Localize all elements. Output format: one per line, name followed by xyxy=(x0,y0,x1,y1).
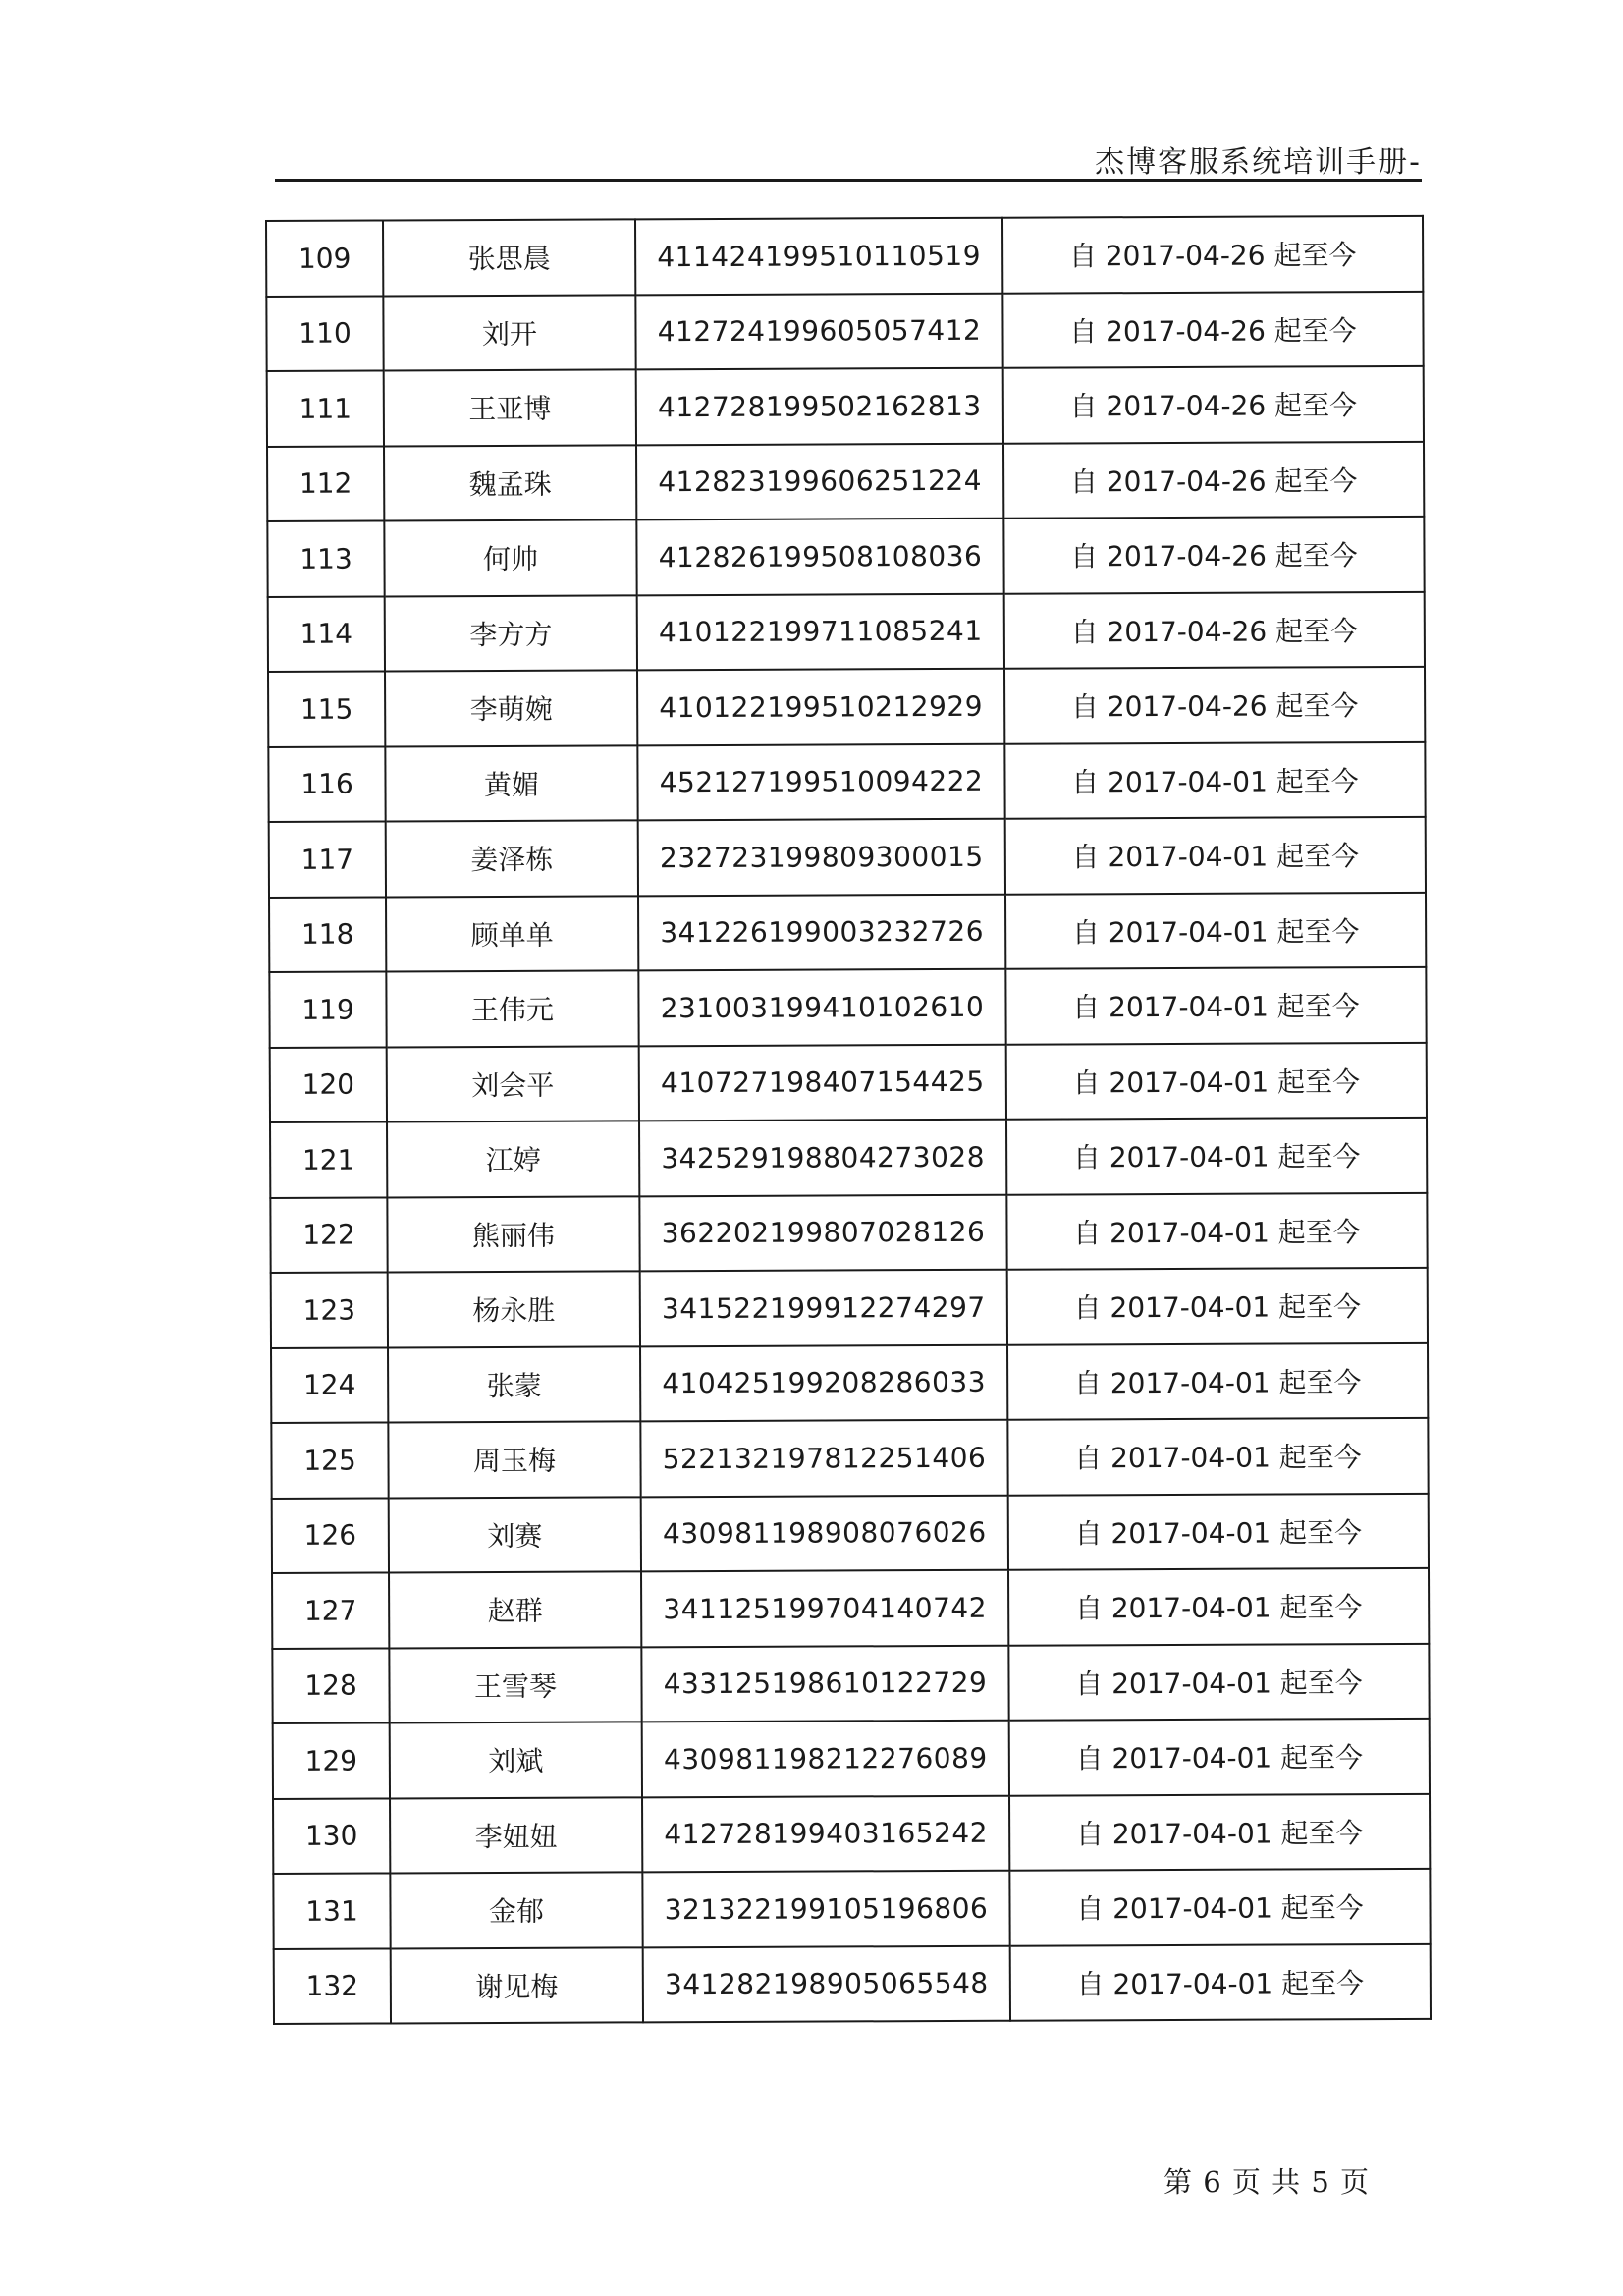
person-name-cell: 刘会平 xyxy=(387,1046,639,1122)
row-number-cell: 122 xyxy=(270,1197,387,1273)
id-number-cell: 412826199508108036 xyxy=(636,519,1003,595)
period-cell: 自 2017-04-01 起至今 xyxy=(1005,892,1426,968)
table-row xyxy=(271,1418,1428,1499)
person-name-cell: 魏孟珠 xyxy=(384,445,636,521)
id-number-cell: 341522199912274297 xyxy=(640,1270,1007,1346)
row-number-cell: 132 xyxy=(274,1948,391,2024)
document-header-title: 杰博客服系统培训手册- xyxy=(1095,145,1422,180)
row-number-cell: 124 xyxy=(271,1347,388,1423)
person-name-cell: 黄媚 xyxy=(385,745,637,822)
person-name-cell: 谢见梅 xyxy=(391,1947,643,2024)
id-number-cell: 341125199704140742 xyxy=(641,1570,1008,1647)
roster-table-body xyxy=(266,216,1431,2024)
person-name-cell: 刘开 xyxy=(383,295,635,371)
row-number-cell: 119 xyxy=(269,971,386,1047)
id-number-cell: 430981198908076026 xyxy=(641,1495,1008,1571)
id-number-cell: 412724199605057412 xyxy=(635,293,1002,369)
table-row xyxy=(273,1719,1430,1799)
row-number-cell: 110 xyxy=(266,296,383,371)
id-number-cell: 362202199807028126 xyxy=(639,1194,1006,1271)
table-row xyxy=(269,817,1426,898)
table-row xyxy=(271,1268,1428,1348)
id-number-cell: 342529198804273028 xyxy=(639,1120,1006,1196)
id-number-cell: 411424199510110519 xyxy=(635,218,1002,295)
table-row xyxy=(269,892,1426,972)
period-cell: 自 2017-04-01 起至今 xyxy=(1008,1493,1429,1569)
table-row xyxy=(270,1118,1427,1198)
row-number-cell: 131 xyxy=(273,1873,390,1948)
row-number-cell: 112 xyxy=(267,446,384,521)
period-cell: 自 2017-04-26 起至今 xyxy=(1002,291,1423,367)
person-name-cell: 江婷 xyxy=(387,1121,639,1197)
person-name-cell: 姜泽栋 xyxy=(386,820,638,897)
id-number-cell: 412823199606251224 xyxy=(636,443,1003,519)
row-number-cell: 126 xyxy=(272,1498,389,1573)
person-name-cell: 熊丽伟 xyxy=(387,1196,639,1273)
table-row xyxy=(268,591,1425,672)
period-cell: 自 2017-04-01 起至今 xyxy=(1006,1042,1427,1119)
table-row xyxy=(267,517,1424,597)
person-name-cell: 王伟元 xyxy=(386,970,638,1047)
person-name-cell: 张蒙 xyxy=(388,1346,640,1423)
row-number-cell: 116 xyxy=(268,746,385,822)
table-row xyxy=(268,667,1425,747)
row-number-cell: 129 xyxy=(273,1722,390,1798)
person-name-cell: 杨永胜 xyxy=(388,1271,640,1347)
row-number-cell: 115 xyxy=(268,671,385,746)
period-cell: 自 2017-04-26 起至今 xyxy=(1003,441,1424,518)
roster-table xyxy=(265,215,1432,2025)
table-row xyxy=(271,1342,1428,1423)
row-number-cell: 111 xyxy=(267,370,384,446)
period-cell: 自 2017-04-01 起至今 xyxy=(1007,1342,1428,1419)
person-name-cell: 李方方 xyxy=(385,595,637,672)
page-number: 第 6 页 共 5 页 xyxy=(1163,2165,1370,2199)
row-number-cell: 114 xyxy=(268,596,385,672)
row-number-cell: 109 xyxy=(266,220,383,296)
period-cell: 自 2017-04-26 起至今 xyxy=(1002,216,1423,293)
period-cell: 自 2017-04-26 起至今 xyxy=(1003,366,1424,443)
row-number-cell: 127 xyxy=(272,1572,389,1648)
row-number-cell: 128 xyxy=(272,1648,389,1723)
row-number-cell: 120 xyxy=(270,1047,387,1122)
period-cell: 自 2017-04-26 起至今 xyxy=(1003,517,1424,593)
table-row xyxy=(274,1943,1431,2024)
table-row xyxy=(267,366,1424,447)
row-number-cell: 118 xyxy=(269,897,386,972)
table-row xyxy=(270,1042,1427,1122)
table-row xyxy=(268,741,1425,822)
header-divider xyxy=(275,179,1422,182)
period-cell: 自 2017-04-01 起至今 xyxy=(1004,741,1425,818)
period-cell: 自 2017-04-01 起至今 xyxy=(1007,1418,1428,1495)
period-cell: 自 2017-04-01 起至今 xyxy=(1010,1943,1431,2020)
period-cell: 自 2017-04-26 起至今 xyxy=(1004,667,1425,743)
person-name-cell: 赵群 xyxy=(389,1571,641,1648)
period-cell: 自 2017-04-01 起至今 xyxy=(1007,1268,1428,1344)
id-number-cell: 452127199510094222 xyxy=(637,743,1004,820)
period-cell: 自 2017-04-01 起至今 xyxy=(1008,1643,1429,1720)
period-cell: 自 2017-04-01 起至今 xyxy=(1005,967,1426,1044)
table-row xyxy=(273,1869,1430,1949)
period-cell: 自 2017-04-01 起至今 xyxy=(1009,1869,1430,1945)
id-number-cell: 410727198407154425 xyxy=(639,1044,1006,1121)
id-number-cell: 410122199510212929 xyxy=(637,669,1004,745)
id-number-cell: 412728199403165242 xyxy=(642,1795,1009,1872)
row-number-cell: 121 xyxy=(270,1121,387,1197)
id-number-cell: 341226199003232726 xyxy=(638,894,1005,970)
person-name-cell: 刘斌 xyxy=(390,1722,642,1798)
person-name-cell: 刘赛 xyxy=(389,1497,641,1573)
person-name-cell: 王亚博 xyxy=(384,369,636,446)
row-number-cell: 125 xyxy=(271,1422,388,1498)
period-cell: 自 2017-04-01 起至今 xyxy=(1009,1793,1430,1870)
id-number-cell: 412728199502162813 xyxy=(636,368,1003,445)
row-number-cell: 123 xyxy=(271,1272,388,1347)
row-number-cell: 130 xyxy=(273,1798,390,1874)
person-name-cell: 何帅 xyxy=(384,519,636,596)
period-cell: 自 2017-04-01 起至今 xyxy=(1005,817,1426,894)
table-row xyxy=(267,441,1424,521)
person-name-cell: 顾单单 xyxy=(386,896,638,972)
person-name-cell: 金郁 xyxy=(390,1872,642,1948)
id-number-cell: 232723199809300015 xyxy=(638,819,1005,896)
id-number-cell: 410122199711085241 xyxy=(637,593,1004,670)
id-number-cell: 433125198610122729 xyxy=(641,1645,1008,1722)
id-number-cell: 321322199105196806 xyxy=(642,1871,1009,1947)
table-row xyxy=(269,967,1426,1048)
table-row xyxy=(266,216,1423,297)
period-cell: 自 2017-04-01 起至今 xyxy=(1006,1192,1427,1269)
table-row xyxy=(272,1568,1429,1649)
person-name-cell: 张思晨 xyxy=(383,219,635,296)
table-row xyxy=(270,1192,1427,1273)
table-row xyxy=(273,1793,1430,1874)
id-number-cell: 430981198212276089 xyxy=(642,1721,1009,1797)
period-cell: 自 2017-04-26 起至今 xyxy=(1004,591,1425,668)
table-row xyxy=(266,291,1423,371)
row-number-cell: 117 xyxy=(269,821,386,897)
period-cell: 自 2017-04-01 起至今 xyxy=(1006,1118,1427,1194)
id-number-cell: 522132197812251406 xyxy=(640,1420,1007,1497)
table-row xyxy=(272,1493,1429,1573)
period-cell: 自 2017-04-01 起至今 xyxy=(1009,1719,1430,1795)
period-cell: 自 2017-04-01 起至今 xyxy=(1008,1568,1429,1645)
id-number-cell: 410425199208286033 xyxy=(640,1344,1007,1421)
person-name-cell: 李妞妞 xyxy=(390,1797,642,1874)
id-number-cell: 341282198905065548 xyxy=(643,1945,1010,2022)
person-name-cell: 王雪琴 xyxy=(389,1647,641,1723)
row-number-cell: 113 xyxy=(267,520,384,596)
id-number-cell: 231003199410102610 xyxy=(638,969,1005,1046)
table-row xyxy=(272,1643,1429,1723)
person-name-cell: 周玉梅 xyxy=(388,1421,640,1498)
person-name-cell: 李萌婉 xyxy=(385,670,637,746)
